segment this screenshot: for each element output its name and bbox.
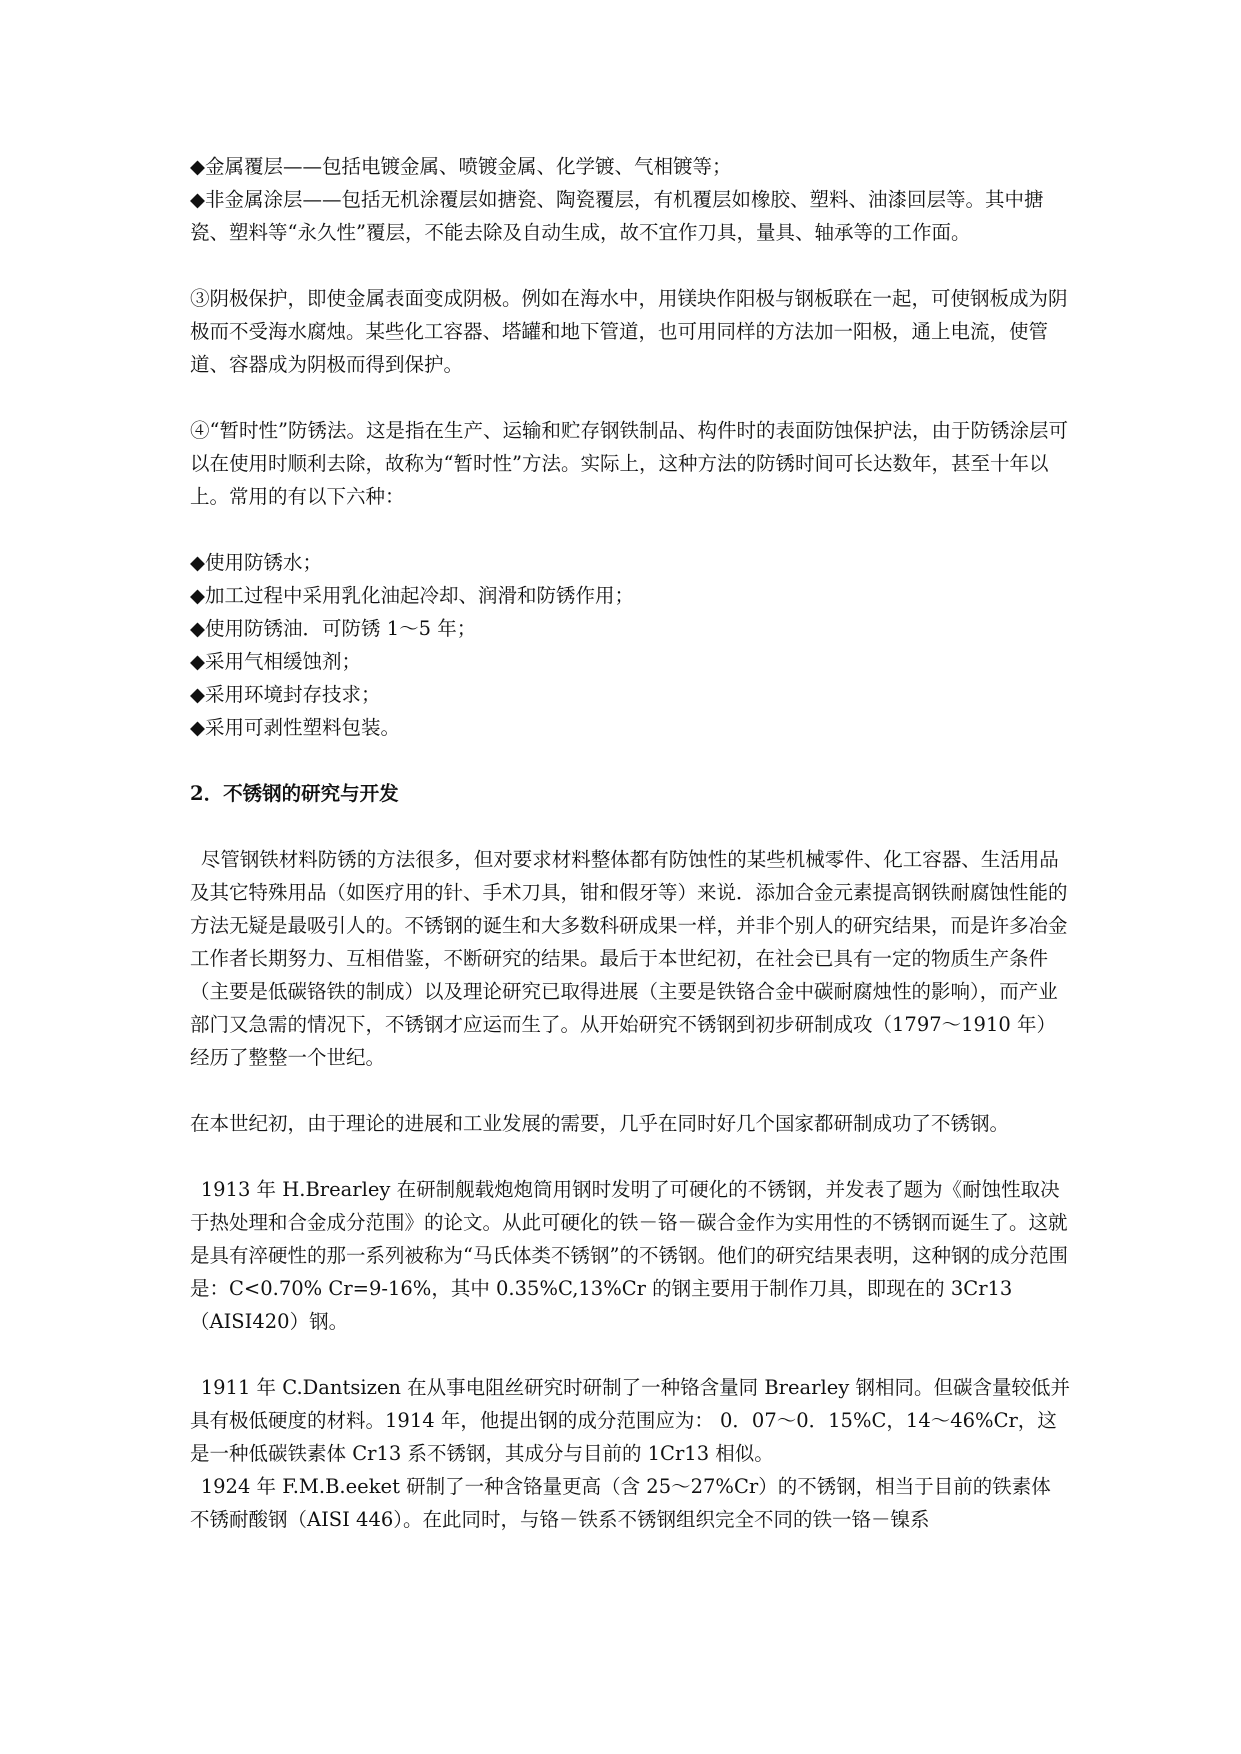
list-item: ◆加工过程中采用乳化油起冷却、润滑和防锈作用； <box>190 584 634 607</box>
spacer <box>190 1140 1070 1173</box>
spacer <box>190 1338 1070 1371</box>
spacer <box>190 381 1070 414</box>
section-heading: 2．不锈钢的研究与开发 <box>190 782 399 805</box>
paragraph-cathode-protection: ③阴极保护，即使金属表面变成阴极。例如在海水中，用镁块作阳极与钢板联在一起，可使钢板成为阴极而不受海水腐烛。某些化工容器、塔罐和地下管道，也可用同样的方法加一阳极，通上电流，使管道、容器成为阴极而得到保护。 <box>190 287 1068 376</box>
paragraph-dantsizen: 1911 年 C.Dantsizen 在从事电阻丝研究时研制了一种铬含量同 Brearley 钢相同。但碳含量较低并具有极低硬度的材料。1914 年，他提出钢的成分范围应为： 0．07～0．15%C，14～46%Cr，这是一种低碳铁素体 Cr13 系不锈钢，其成分与目前的 1Cr13 相似。 <box>190 1376 1070 1465</box>
paragraph-temporary-rust-prevention: ④“暂时性”防锈法。这是指在生产、运输和贮存钢铁制品、构件时的表面防蚀保护法，由于防锈涂层可以在使用时顺利去除，故称为“暂时性”方法。实际上，这种方法的防锈时间可长达数年，甚至十年以上。常用的有以下六种： <box>190 419 1068 508</box>
paragraph-stainless-intro: 尽管钢铁材料防锈的方法很多，但对要求材料整体都有防蚀性的某些机械零件、化工容器、生活用品及其它特殊用品（如医疗用的针、手术刀具，钳和假牙等）来说．添加合金元素提高钢铁耐腐蚀性能的方法无疑是最吸引人的。不锈钢的诞生和大多数科研成果一样，并非个别人的研究结果，而是许多冶金工作者长期努力、互相借鉴，不断研究的结果。最后于本世纪初，在社会已具有一定的物质生产条件（主要是低碳铬铁的制成）以及理论研究已取得进展（主要是铁铬合金中碳耐腐烛性的影响），而产业部门又急需的情况下，不锈钢才应运而生了。从开始研究不锈钢到初步研制成攻（1797～1910 年）经历了整整一个世纪。 <box>190 848 1068 1069</box>
list-item: ◆采用气相缓蚀剂； <box>190 650 361 673</box>
spacer <box>190 249 1070 282</box>
bullet-nonmetal-coating: ◆非金属涂层——包括无机涂覆层如搪瓷、陶瓷覆层，有机覆层如橡胶、塑料、油漆回层等。其中搪瓷、塑料等“永久性”覆层，不能去除及自动生成，故不宜作刀具，量具、轴承等的工作面。 <box>190 188 1044 244</box>
method-list <box>190 546 1070 744</box>
spacer <box>190 744 1070 777</box>
bullet-metal-coating: ◆金属覆层——包括电镀金属、喷镀金属、化学镀、气相镀等； <box>190 155 732 178</box>
paragraph-brearley: 1913 年 H.Brearley 在研制舰载炮炮筒用钢时发明了可硬化的不锈钢，并发表了题为《耐蚀性取决于热处理和合金成分范围》的论文。从此可硬化的铁－铬－碳合金作为实用性的不锈钢而诞生了。这就是具有淬硬性的那一系列被称为“马氏体类不锈钢”的不锈钢。他们的研究结果表明，这种钢的成分范围是：C<0.70% Cr=9-16%，其中 0.35%C,13%Cr 的钢主要用于制作刀具，即现在的 3Cr13（AISI420）钢。 <box>190 1178 1068 1333</box>
document-page <box>190 150 1070 1536</box>
list-item: ◆采用环境封存技求； <box>190 683 381 706</box>
paragraph-early-century: 在本世纪初，由于理论的进展和工业发展的需要，几乎在同时好几个国家都研制成功了不锈钢。 <box>190 1112 1010 1135</box>
list-item: ◆使用防锈油．可防锈 1～5 年； <box>190 617 477 640</box>
spacer <box>190 1074 1070 1107</box>
spacer <box>190 810 1070 843</box>
list-item: ◆采用可剥性塑料包装。 <box>190 716 400 739</box>
spacer <box>190 513 1070 546</box>
list-item: ◆使用防锈水； <box>190 551 322 574</box>
paragraph-beeket: 1924 年 F.M.B.eeket 研制了一种含铬量更高（含 25～27%Cr）的不锈钢，相当于目前的铁素体不锈耐酸钢（AISI 446）。在此同时，与铬－铁系不锈钢组织完全不同的铁一铬－镍系 <box>190 1475 1051 1531</box>
